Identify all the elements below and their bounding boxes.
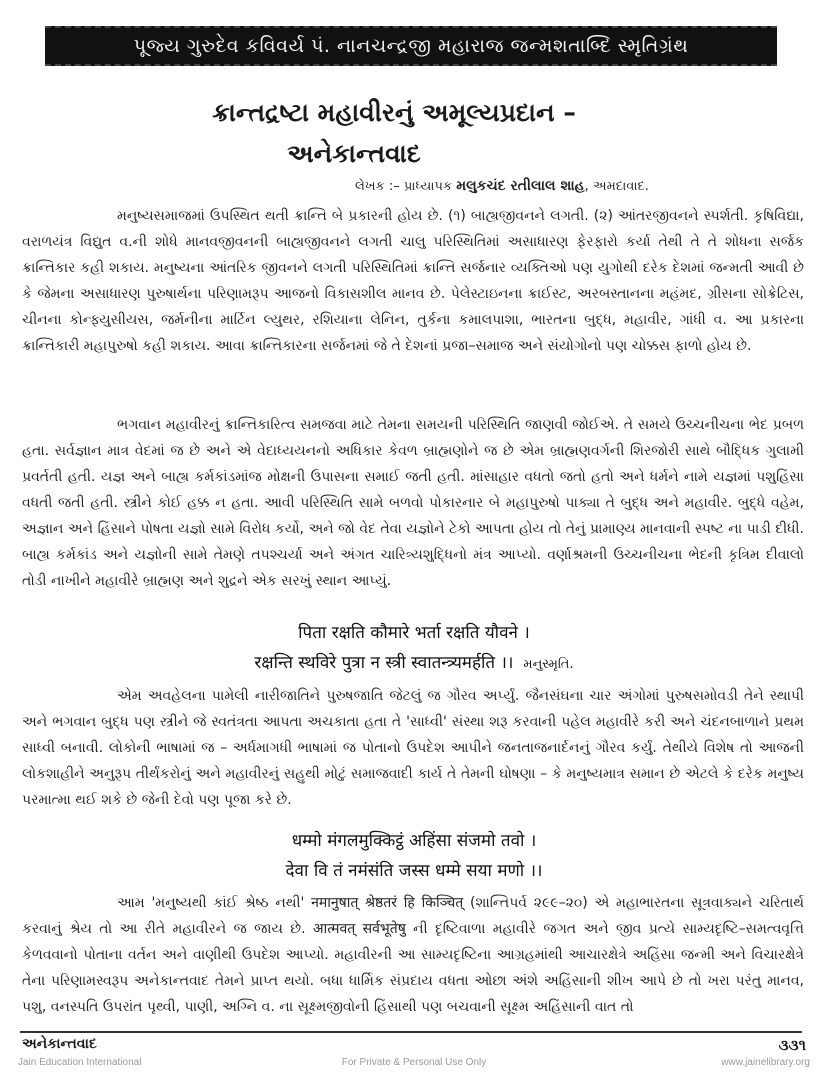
byline-prefix: લેખક :– પ્રાધ્યાપક: [355, 179, 453, 194]
verse-source: મનુસ્મૃતિ.: [523, 657, 574, 672]
book-title-banner: પૂજ્ય ગુરુદેવ કવિવર્ય પં. નાનચન્દ્રજી મહારાજ જન્મશતાબ્દિ સ્મૃતિગ્રંથ: [45, 26, 777, 66]
watermark-right[interactable]: www.jainelibrary.org: [721, 1057, 810, 1068]
author-name: મલુકચંદ રતીલાલ શાહ: [456, 178, 585, 194]
verse-1-line-1: पिता रक्षति कौमारे भर्ता रक्षति यौवने ।: [298, 623, 530, 643]
watermark-left: Jain Education International: [18, 1057, 142, 1068]
paragraph-text: મનુષ્યસમાજમાં ઉપસ્થિત થતી ક્રાન્તિ બે પ્રકારની હોય છે. (૧) બાહ્યજીવનને લગતી. (૨) આંતરજીવનને સ્પર્શતી. કૃષિવિદ્યા, વરાળયંત્ર વિદ્યુત વ.ની શોધે માનવજીવનની બાહ્યજીવનને લગતી ચાલુ પરિસ્થિતિમાં અસાધારણ ફેરફારો કર્યા તેથી તે તે શોધના સર્જક ક્રાન્તિકાર કહી શકાય. મનુષ્યના આંતરિક જીવનને લગતી પરિસ્થિતિમાં ક્રાન્તિ સર્જનાર વ્યક્તિઓ પણ યુગોથી દરેક દેશમાં જન્મતી આવી છે કે જેમના અસાધારણ પુરુષાર્થના પરિણામરૂપ આજનો વિકાસશીલ માનવ છે. પેલેસ્ટાઇનના ક્રાઈસ્ટ, અરબસ્તાનના મહંમદ, ગ્રીસના સોક્રેટિસ, ચીનના કોન્ફ્યુસીયસ, જર્મનીના માર્ટિન લ્યુથર, રશિયાના લેનિન, તુર્કના કમાલપાશા, ભારતના બુદ્ધ, મહાવીર, ગાંધી વ. આ પ્રકારના ક્રાન્તિકારી મહાપુરુષો કહી શકાય. આવા ક્રાન્તિકારના સર્જનમાં જે તે દેશનાં પ્રજા–સમાજ અને સંયોગોનો પણ ચોક્કસ ફાળો હોય છે.: [22, 208, 804, 354]
paragraph-text: આમ 'મનુષ્યથી કાંઈ શ્રેષ્ઠ નથી' नमानुषात् श्रेष्ठतरं हि किञ्चित् (શાન્તિપર્વ ૨૯૯–૨૦) એ મહાભારતના સૂત્રવાક્યને ચરિતાર્થ કરવાનું શ્રેય તો આ રીતે મહાવીરને જ જાય છે. आत्मवत् सर्वभूतेषु ની દૃષ્ટિવાળા મહાવીરે જગત અને જીવ પ્રત્યે સામ્યદૃષ્ટિ–સમત્વવૃત્તિ કેળવવાનો પોતાના વર્તન અને વાણીથી ઉપદેશ આપ્યો. મહાવીરની આ સામ્યદૃષ્ટિના આગ્રહમાંથી આચારક્ષેત્રે અહિંસા જન્મી અને વિચારક્ષેત્રે તેના પરિણામસ્વરૂપ અનેકાન્તવાદ તેમને પ્રાપ્ત થયો. બધા ધાર્મિક સંપ્રદાય વધતા ઓછા અંશે અહિંસાની શીખ આપે છે તો ખરા પરંતુ માનવ, પશુ, વનસ્પતિ ઉપરાંત પૃથ્વી, પાણી, અગ્નિ વ. ના સૂક્ષ્મજીવોની હિંસાથી પણ બચવાની સૂક્ષ્મ અહિંસાની વાત તો: [22, 895, 804, 1015]
verse-1-line-2: [0, 650, 828, 673]
verse-2-line-1: धम्मो मंगलमुक्किट्ठं अहिंसा संजमो तवो ।: [291, 831, 537, 851]
verse-text: रक्षन्ति स्थविरे पुत्रा न स्त्री स्वातन्त्र्यमर्हति ।।: [254, 653, 514, 673]
paragraph-1: [22, 203, 804, 359]
paragraph-2: [22, 412, 804, 594]
article-title-line1: ક્રાન્તદ્રષ્ટા મહાવીરનું અમૂલ્યપ્રદાન –: [212, 98, 576, 127]
paragraph-text: એમ અવહેલના પામેલી નારીજાતિને પુરુષજાતિ જેટલું જ ગૌરવ અર્પ્યું. જૈનસંઘના ચાર અંગોમાં પુરુષસમોવડી તેને સ્થાપી અને ભગવાન બુદ્ધ પણ સ્ત્રીને જે સ્વતંત્રતા આપતા અચકાતા હતા તે 'સાધ્વી' સંસ્થા શરૂ કરવાની પહેલ મહાવીરે કરી અને ચંદનબાળાને પ્રથમ સાધ્વી બનાવી. લોકોની ભાષામાં જ – અર્ધમાગધી ભાષામાં જ પોતાનો ઉપદેશ આપીને જનતાજનાર્દનનું ગૌરવ કર્યું. તેથીયે વિશેષ તો આજની લોકશાહીને અનુરૂપ તીર્થંકરોનું અને મહાવીરનું સહુથી મોટું સમાજવાદી કાર્ય તે તેમની ઘોષણા – કે મનુષ્યમાત્ર સમાન છે એટલે કે દરેક મનુષ્ય પરમાત્મા થઈ શકે છે જેની દેવો પણ પૂજા કરે છે.: [22, 688, 804, 808]
paragraph-3: [22, 683, 804, 813]
verse-2-line-2: देवा वि तं नमंसंति जस्स धम्मे सया मणो ।।: [285, 861, 543, 881]
page-number: ૩૩૧: [778, 1036, 806, 1054]
paragraph-4: [22, 890, 804, 1020]
running-title: અનેકાન્તવાદ: [22, 1036, 97, 1052]
byline: [355, 178, 649, 194]
footer-divider: [20, 1031, 802, 1033]
article-title-line2: અનેકાન્તવાદ: [287, 139, 421, 168]
watermark-center: For Private & Personal Use Only: [341, 1057, 487, 1068]
author-city: , અમદાવાદ.: [584, 179, 649, 194]
paragraph-text: ભગવાન મહાવીરનું ક્રાન્તિકારિત્વ સમજવા માટે તેમના સમયની પરિસ્થિતિ જાણવી જોઈએ. તે સમયે ઉચ્ચનીચના ભેદ પ્રબળ હતા. સર્વજ્ઞાન માત્ર વેદમાં જ છે અને એ વેદાધ્યયનનો અધિકાર કેવળ બ્રાહ્મણોને જ છે એમ બ્રાહ્મણવર્ગની શિરજોરી સાથે બૌદ્ધિક ગુલામી પ્રવર્તતી હતી. યજ્ઞ અને બાહ્ય કર્મકાંડમાંજ મોક્ષની ઉપાસના સમાઈ જતી હતી. માંસાહાર વધતો જતો હતો અને ધર્મને નામે યજ્ઞમાં પશુહિંસા વધતી જતી હતી. સ્ત્રીને કોઈ હક્ક ન હતા. આવી પરિસ્થિતિ સામે બળવો પોકારનાર બે મહાપુરુષો પાક્યા તે બુદ્ધ અને મહાવીર. બુદ્ધે વહેમ, અજ્ઞાન અને હિંસાને પોષતા યજ્ઞો સામે વિરોધ કર્યો, અને જો વેદ તેવા યજ્ઞોને ટેકો આપતા હોય તો તેનું પ્રામાણ્ય માનવાની સ્પષ્ટ ના પાડી દીધી. બાહ્ય કર્મકાંડ અને યજ્ઞોની સામે તેમણે તપશ્ચર્યા અને અંગત ચારિત્ર્યશુદ્ધિનો મંત્ર આપ્યો. વર્ણાશ્રમની ઉચ્ચનીચના ભેદની કૃત્રિમ દીવાલો તોડી નાખીને મહાવીરે બ્રાહ્મણ અને શુદ્રને એક સરખું સ્થાન આપ્યું.: [22, 417, 804, 589]
